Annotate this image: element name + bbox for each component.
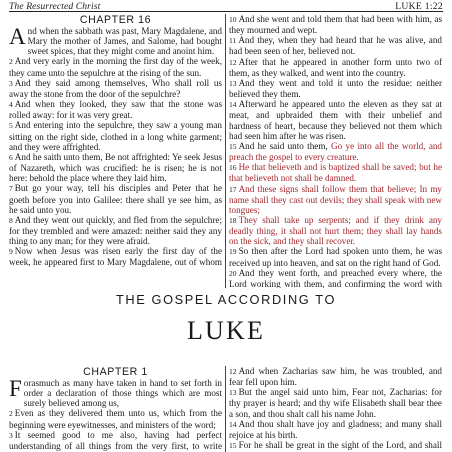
verse-number: 14 bbox=[229, 100, 237, 110]
verse bbox=[229, 184, 442, 215]
verse-text: And he saith unto them, Be not affrighted: Ye seek Jesus of Nazareth, which was crucified: he is risen; he is not here: behold the place where they laid him. bbox=[9, 151, 222, 184]
luke-1-right-verses bbox=[229, 366, 442, 452]
verse-number: 14 bbox=[229, 419, 237, 429]
verse-text: And she went and told them that had been with him, as they mourned and wept. bbox=[229, 14, 442, 36]
verse-number: 19 bbox=[229, 247, 237, 257]
book-title: LUKE bbox=[186, 316, 266, 345]
verse-text: And they went forth, and preached every where, the Lord working with them, and confirming the word with bbox=[229, 267, 442, 288]
verse-text-red-letter: Go ye into all the world, and preach the gospel to every creature. bbox=[229, 140, 442, 163]
verse-number: 5 bbox=[9, 121, 13, 131]
verse-number: 17 bbox=[229, 184, 237, 194]
verse-number: 3 bbox=[9, 78, 13, 88]
verse-text: Afterward he appeared unto the eleven as they sat at meat, and upbraided them with their unbelief and hardness of heart, because they believed not them which had seen him after he was risen. bbox=[229, 99, 442, 141]
luke-1-left-column bbox=[9, 366, 222, 452]
verse bbox=[9, 152, 222, 183]
verse-number: 13 bbox=[229, 388, 237, 398]
verse-text: And they went and told it unto the residue: neither believed they them. bbox=[229, 77, 442, 100]
verse-text: They shall take up serpents; and if they drink any deadly thing, it shall not hurt them; they shall lay hands on the sick, and they shall recover. bbox=[229, 214, 442, 247]
verse-text: And these signs shall follow them that believe; In my name shall they cast out devils; they shall speak with new tongues; bbox=[229, 183, 442, 215]
column-divider-luke bbox=[225, 366, 226, 452]
verse-text: For he shall be great in the sight of the Lord, and shall bbox=[238, 440, 442, 451]
verse-number: 8 bbox=[9, 215, 13, 225]
verse-text: orasmuch as many have taken in hand to set forth in order a declaration of those things which are most surely believed among us, bbox=[23, 378, 222, 409]
chapter-heading-mark-16: CHAPTER 16 bbox=[79, 14, 152, 26]
header-rule bbox=[9, 11, 443, 12]
verse bbox=[9, 120, 222, 151]
verse bbox=[9, 99, 222, 120]
verse bbox=[9, 378, 222, 408]
verse-number: 18 bbox=[229, 215, 237, 225]
verse-text: And they said among themselves, Who shall roll us away the stone from the door of the sepulchre? bbox=[9, 77, 222, 99]
verse-number: 15 bbox=[229, 141, 237, 151]
verse-text: And very early in the morning the first day of the week, they came unto the sepulchre at the rising of the sun. bbox=[9, 56, 222, 78]
verse bbox=[9, 430, 222, 452]
verse bbox=[229, 57, 442, 78]
verse bbox=[229, 162, 442, 183]
verse-number: 3 bbox=[9, 430, 13, 440]
verse bbox=[9, 408, 222, 429]
verse bbox=[229, 141, 442, 162]
column-divider bbox=[225, 14, 226, 288]
verse-number: 7 bbox=[9, 184, 13, 194]
mark-16-right-column bbox=[229, 14, 442, 288]
drop-cap: F bbox=[9, 376, 22, 401]
verse-text: But the angel said unto him, Fear not, Zacharias: for thy prayer is heard; and thy wife Elisabeth shall bear thee a son, and thou shalt call his name John. bbox=[229, 387, 442, 419]
running-head bbox=[0, 0, 452, 12]
verse-number: 9 bbox=[9, 247, 13, 257]
mark-16-left-verses bbox=[9, 26, 222, 268]
verse-number: 10 bbox=[229, 15, 237, 24]
verse-text: He that believeth and is baptized shall be saved; but he that believeth not shall be damned. bbox=[229, 162, 442, 184]
verse-number: 13 bbox=[229, 78, 237, 88]
verse-number: 4 bbox=[9, 100, 13, 110]
verse bbox=[229, 419, 442, 440]
verse-number: 2 bbox=[9, 409, 13, 419]
verse-number: 12 bbox=[229, 367, 237, 376]
verse-number: 11 bbox=[229, 36, 237, 46]
running-head-left: The Resurrected Christ bbox=[9, 1, 101, 12]
verse-text: And when they looked, they saw that the stone was rolled away: for it was very great. bbox=[9, 99, 222, 121]
verse-text: And thou shalt have joy and gladness; and many shall rejoice at his birth. bbox=[229, 418, 442, 440]
verse-text: So then after the Lord had spoken unto them, he was received up into heaven, and sat on the right hand of God. bbox=[229, 246, 442, 268]
verse-number: 2 bbox=[9, 57, 13, 67]
verse-text: Even as they delivered them unto us, which from the beginning were eyewitnesses, and ministers of the word; bbox=[9, 408, 222, 430]
verse-text: And entering into the sepulchre, they saw a young man sitting on the right side, clothed in a long white garment; and they were affrighted. bbox=[9, 120, 222, 152]
verse-text: After that he appeared in another form unto two of them, as they walked, and went into the country. bbox=[229, 56, 442, 78]
verse bbox=[9, 183, 222, 214]
verse-number: 12 bbox=[229, 57, 237, 67]
mark-16-right-verses bbox=[229, 14, 442, 288]
verse bbox=[229, 215, 442, 246]
verse-number: 16 bbox=[229, 163, 237, 173]
verse bbox=[229, 14, 442, 35]
verse bbox=[229, 78, 442, 99]
verse-text: And they, when they had heard that he was alive, and had been seen of her, believed not. bbox=[229, 35, 442, 57]
verse bbox=[229, 246, 442, 267]
verse bbox=[229, 387, 442, 418]
verse-number: 15 bbox=[229, 441, 237, 451]
chapter-heading-luke-1: CHAPTER 1 bbox=[83, 366, 148, 378]
verse bbox=[229, 366, 442, 387]
drop-cap: A bbox=[9, 24, 26, 49]
verse-text: And when Zacharias saw him, he was troubled, and fear fell upon him. bbox=[229, 366, 442, 388]
verse-text: Now when Jesus was risen early the first day of the week, he appeared first to Mary Magdalene, out of whom bbox=[9, 246, 222, 268]
verse bbox=[9, 246, 222, 268]
verse-text: nd when the sabbath was past, Mary Magdalene, and Mary the mother of James, and Salome, had bought sweet spices, that they might come and anoint him. bbox=[27, 26, 222, 57]
verse bbox=[9, 56, 222, 77]
luke-1-left-verses bbox=[9, 378, 222, 452]
verse bbox=[229, 268, 442, 288]
running-head-right: LUKE 1:22 bbox=[395, 1, 443, 12]
verse bbox=[229, 440, 442, 452]
verse bbox=[9, 26, 222, 56]
mark-16-left-column bbox=[9, 14, 222, 268]
luke-1-right-column bbox=[229, 366, 442, 452]
verse-text: It seemed good to me also, having had perfect understanding of all things from the very first, to write bbox=[9, 429, 222, 451]
verse-text: But go your way, tell his disciples and Peter that he goeth before you into Galilee: there shall ye see him, as he said unto you. bbox=[9, 183, 222, 215]
verse bbox=[9, 215, 222, 246]
book-intro: THE GOSPEL ACCORDING TO bbox=[115, 292, 337, 307]
verse bbox=[9, 78, 222, 99]
verse-text: And he said unto them, bbox=[238, 140, 332, 151]
verse bbox=[229, 35, 442, 56]
verse bbox=[229, 99, 442, 141]
verse-number: 6 bbox=[9, 152, 13, 162]
verse-text: And they went out quickly, and fled from the sepulchre; for they trembled and were amazed: neither said they any thing to any man; for they were afraid. bbox=[9, 214, 222, 247]
verse-number: 20 bbox=[229, 268, 237, 278]
